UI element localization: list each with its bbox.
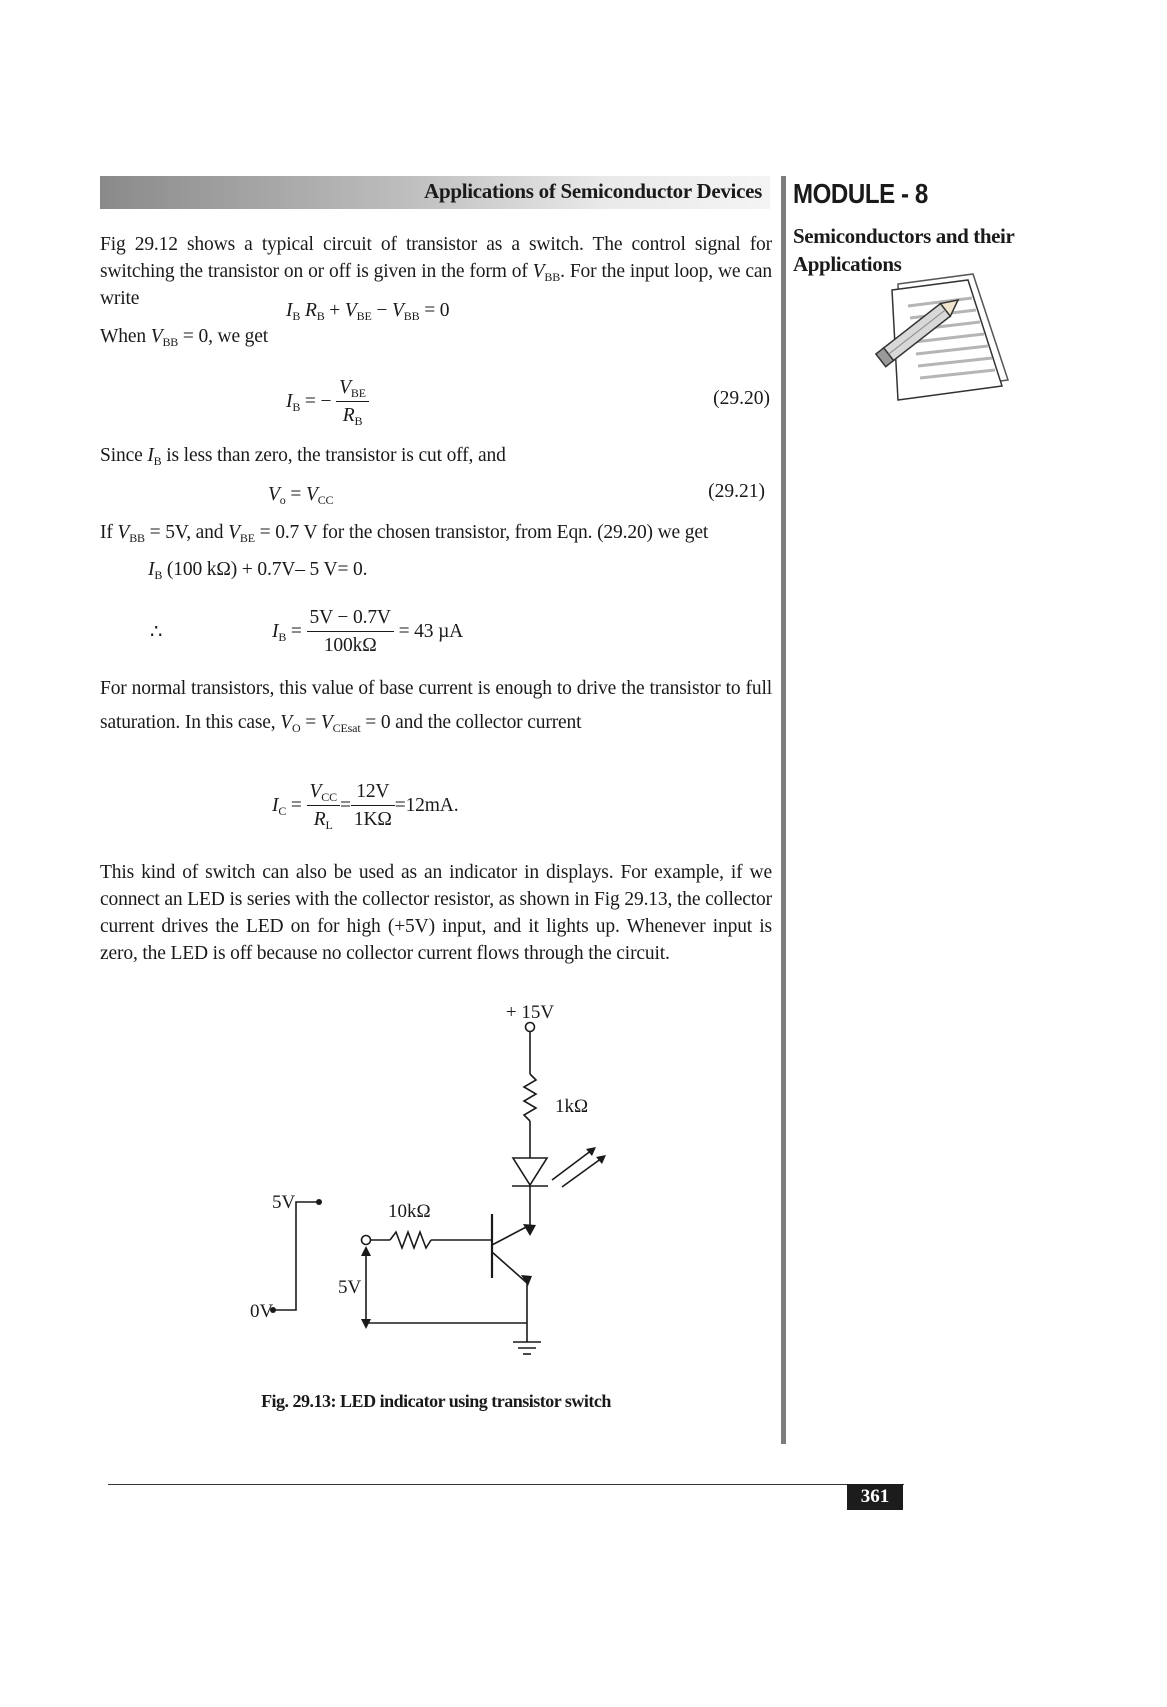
equation-2920 xyxy=(286,374,369,429)
operator: = xyxy=(286,621,302,642)
text-run: is less than zero, the transistor is cut off, and xyxy=(161,445,506,466)
symbol: I xyxy=(286,300,293,321)
operator: − xyxy=(371,300,392,321)
subscript: B xyxy=(292,400,301,414)
page-number: 361 xyxy=(847,1484,903,1510)
supply-label: + 15V xyxy=(505,1002,555,1023)
denominator: 1KΩ xyxy=(353,809,392,830)
operator: = xyxy=(300,712,321,733)
symbol: V xyxy=(150,326,163,347)
text-run: When xyxy=(100,326,151,347)
input-terminal xyxy=(362,1236,371,1245)
symbol: R xyxy=(342,405,355,426)
equation-ib-loop xyxy=(148,556,367,583)
subscript: BB xyxy=(544,270,561,284)
equation-number: (29.21) xyxy=(708,481,765,502)
input-low-label: 0V xyxy=(250,1301,274,1322)
subscript: BB xyxy=(129,531,145,545)
figure-caption: Fig. 29.13: LED indicator using transistor switch xyxy=(261,1391,611,1411)
equation-ic xyxy=(272,778,458,833)
symbol: V xyxy=(117,522,130,543)
supply-terminal xyxy=(526,1023,535,1032)
pencil-paper-icon xyxy=(868,268,1018,416)
text-run: Fig 29.12 shows a typical circuit of transistor as a switch. The control signal for switching the transistor on or off is given in the form of xyxy=(100,234,772,282)
subscript: BE xyxy=(356,309,372,323)
fraction xyxy=(307,604,394,659)
subscript: BB xyxy=(403,309,420,323)
fraction xyxy=(351,778,395,833)
subscript: B xyxy=(354,414,363,428)
subscript: L xyxy=(325,818,333,832)
equation-2921 xyxy=(268,481,333,508)
text-run: Since xyxy=(100,445,148,466)
collector-resistor xyxy=(524,1074,536,1121)
fraction xyxy=(307,778,340,833)
subscript: CC xyxy=(321,790,337,804)
module-label: MODULE - 8 xyxy=(793,178,928,209)
side-rule xyxy=(781,176,786,1444)
symbol: V xyxy=(268,484,280,505)
symbol: V xyxy=(392,300,404,321)
symbol: I xyxy=(286,391,293,412)
base-resistor xyxy=(390,1232,431,1248)
input-waveform xyxy=(275,1202,317,1310)
symbol: R xyxy=(304,300,317,321)
paragraph-normal xyxy=(100,672,772,740)
operator: = xyxy=(286,795,302,816)
symbol: V xyxy=(280,712,292,733)
symbol: I xyxy=(147,445,154,466)
input-voltage-label: 5V xyxy=(338,1277,362,1298)
text-run: = 5V, and xyxy=(144,522,229,543)
subscript: B xyxy=(154,568,163,582)
subscript: CC xyxy=(317,493,334,507)
symbol: V xyxy=(309,781,322,802)
operator: = xyxy=(340,795,351,816)
paragraph-if xyxy=(100,519,708,546)
symbol: V xyxy=(532,261,545,282)
operator: = xyxy=(285,484,306,505)
equation-number: (29.20) xyxy=(713,388,770,409)
symbol: I xyxy=(272,621,279,642)
paragraph-since xyxy=(100,442,506,469)
base-resistor-label: 10kΩ xyxy=(388,1201,431,1222)
symbol: I xyxy=(272,795,279,816)
module-subtitle: Semiconductors and their Applications xyxy=(793,224,1015,276)
text-run: (100 kΩ) + 0.7V– 5 V= 0. xyxy=(162,559,368,580)
subscript: B xyxy=(292,309,301,323)
symbol: V xyxy=(344,300,357,321)
text-run: = 0, we get xyxy=(178,326,269,347)
denominator: 100kΩ xyxy=(323,635,377,656)
symbol: V xyxy=(305,484,318,505)
subscript: B xyxy=(316,309,325,323)
equation-ib-result xyxy=(272,604,463,659)
text-run: . For the input loop, we can write xyxy=(100,261,772,309)
subscript: C xyxy=(278,804,287,818)
subscript: B xyxy=(153,454,162,468)
numerator: 5V − 0.7V xyxy=(307,604,394,632)
collector-resistor-label: 1kΩ xyxy=(555,1096,589,1117)
text-run: For normal transistors, this value of base current is enough to drive the transistor to full saturation. In this case, xyxy=(100,678,772,733)
symbol: I xyxy=(148,559,155,580)
result: =12mA. xyxy=(394,795,459,816)
light-arrow xyxy=(562,1158,602,1187)
subscript: O xyxy=(291,721,301,735)
symbol: R xyxy=(313,809,326,830)
operator: = 0 xyxy=(419,300,450,321)
symbol: V xyxy=(228,522,240,543)
circuit-diagram xyxy=(240,990,640,1375)
result: = 43 µA xyxy=(398,621,464,642)
numerator: 12V xyxy=(351,778,395,806)
footer-rule xyxy=(108,1484,904,1485)
symbol: V xyxy=(339,377,351,398)
light-arrow xyxy=(552,1150,592,1180)
text-run: = 0 and the collector current xyxy=(360,712,582,733)
led-diode xyxy=(513,1158,547,1185)
input-high-label: 5V xyxy=(272,1192,296,1213)
paragraph-when xyxy=(100,323,268,350)
text-run: = 0.7 V for the chosen transistor, from Eqn. (29.20) we get xyxy=(254,522,709,543)
operator: = − xyxy=(300,391,332,412)
therefore-symbol: ∴ xyxy=(150,622,163,643)
transistor-emitter xyxy=(492,1252,527,1283)
symbol: V xyxy=(320,712,333,733)
subscript: o xyxy=(279,493,286,507)
fraction xyxy=(336,374,369,429)
text-run: If xyxy=(100,522,118,543)
subscript: BE xyxy=(239,531,255,545)
operator: + xyxy=(324,300,345,321)
chapter-title: Applications of Semiconductor Devices xyxy=(424,179,762,203)
subscript: BE xyxy=(350,386,366,400)
subscript: BB xyxy=(162,335,179,349)
subscript: CEsat xyxy=(332,721,361,735)
paragraph-led: This kind of switch can also be used as an indicator in displays. For example, if we connect an LED is series with the collector resistor, as shown in Fig 29.13, the collector current drives the LED on for high (+5V) input, and it lights up. Whenever input is zero, the LED is off because no collector current flows through the circuit. xyxy=(100,862,772,964)
header-bar xyxy=(100,176,770,209)
subscript: B xyxy=(278,630,287,644)
equation-input-loop xyxy=(286,297,449,324)
